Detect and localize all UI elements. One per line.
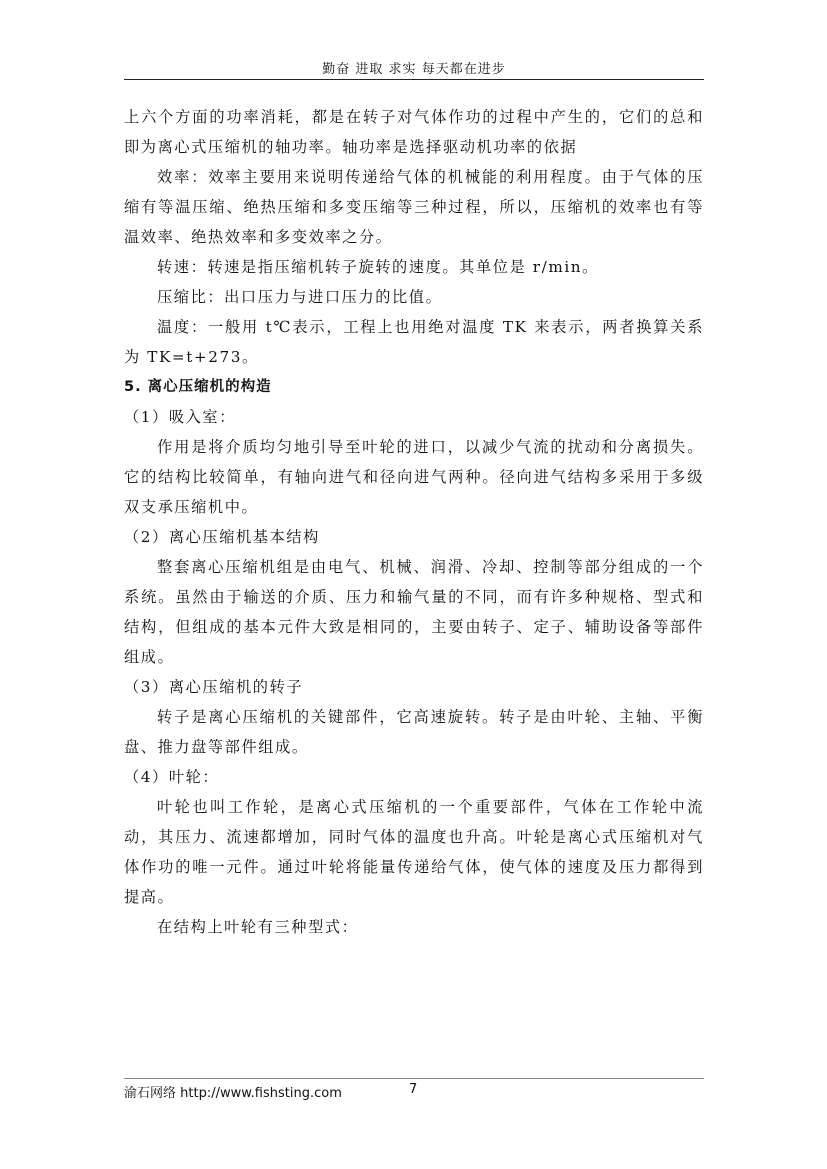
footer-divider [124,1078,704,1079]
page-number: 7 [409,1082,418,1097]
paragraph-suction-chamber: 作用是将介质均匀地引导至叶轮的进口，以减少气流的扰动和分离损失。它的结构比较简单，有轴向进气和径向进气两种。径向进气结构多采用于多级双支承压缩机中。 [124,438,704,516]
section-heading-structure: 5. 离心压缩机的构造 [124,379,272,395]
page-content [124,102,704,942]
paragraph-impeller-types: 在结构上叶轮有三种型式： [157,918,359,936]
paragraph-impeller: 叶轮也叫工作轮，是离心式压缩机的一个重要部件，气体在工作轮中流动，其压力、流速都增加，同时气体的温度也升高。叶轮是离心式压缩机对气体作功的唯一元件。通过叶轮将能量传递给气体，使气体的速度及压力都得到提高。 [124,798,704,906]
subheading-impeller: （4）叶轮： [124,768,220,786]
paragraph-compression-ratio: 压缩比：出口压力与进口压力的比值。 [157,288,443,306]
paragraph-shaft-power: 上六个方面的功率消耗，都是在转子对气体作功的过程中产生的，它们的总和即为离心式压缩机的轴功率。轴功率是选择驱动机功率的依据 [124,108,704,156]
paragraph-speed: 转速：转速是指压缩机转子旋转的速度。其单位是 r/min。 [157,258,599,276]
subheading-suction-chamber: （1）吸入室： [124,408,236,426]
footer-site-link[interactable]: 渝石网络 http://www.fishsting.com [124,1086,342,1101]
header-divider [124,79,704,80]
subheading-rotor: （3）离心压缩机的转子 [124,678,304,696]
subheading-basic-structure: （2）离心压缩机基本结构 [124,528,320,546]
paragraph-rotor: 转子是离心压缩机的关键部件，它高速旋转。转子是由叶轮、主轴、平衡盘、推力盘等部件组成。 [124,708,704,756]
page-header-slogan: 勤奋 进取 求实 每天都在进步 [322,62,506,77]
paragraph-basic-structure: 整套离心压缩机组是由电气、机械、润滑、冷却、控制等部分组成的一个系统。虽然由于输送的介质、压力和输气量的不同，而有许多种规格、型式和结构，但组成的基本元件大致是相同的，主要由转子、定子、辅助设备等部件组成。 [124,558,704,666]
paragraph-temperature: 温度：一般用 t℃表示，工程上也用绝对温度 TK 来表示，两者换算关系为 TK=t+273。 [124,318,704,366]
paragraph-efficiency: 效率：效率主要用来说明传递给气体的机械能的利用程度。由于气体的压缩有等温压缩、绝热压缩和多变压缩等三种过程，所以，压缩机的效率也有等温效率、绝热效率和多变效率之分。 [124,168,704,246]
page-footer [124,1082,418,1101]
